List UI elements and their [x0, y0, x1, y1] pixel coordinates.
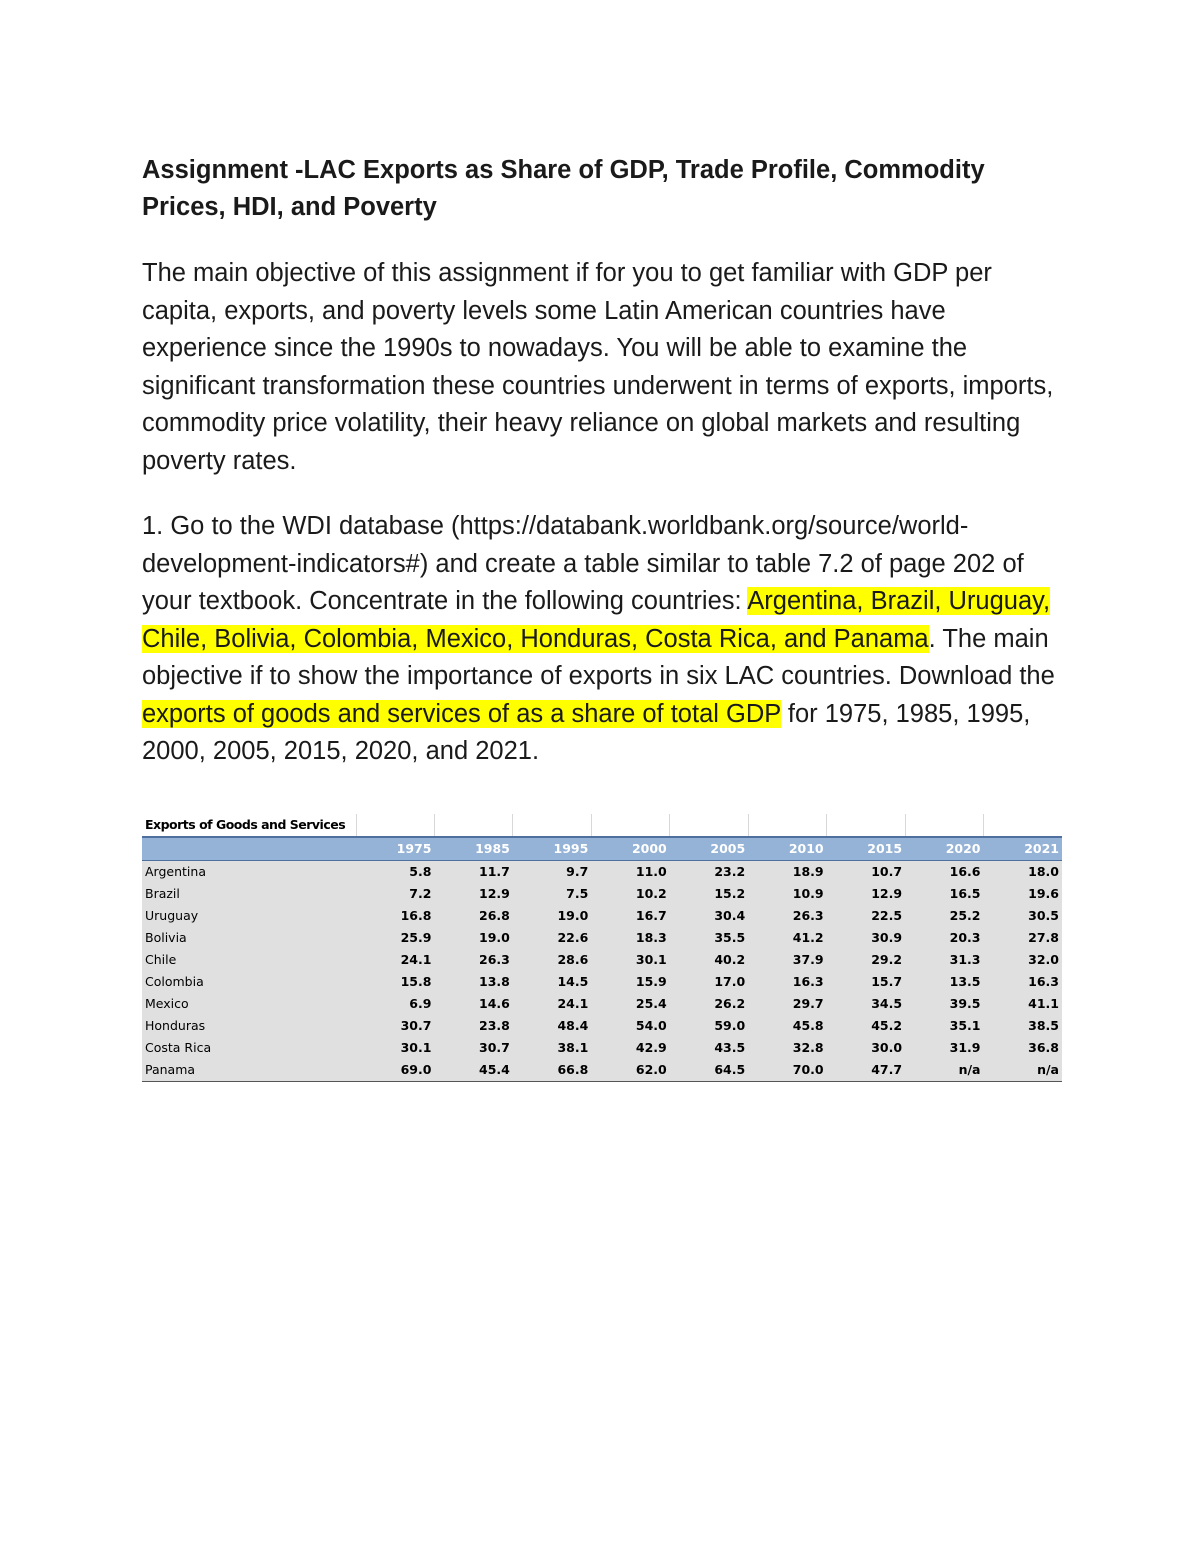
column-header: 2020: [905, 837, 983, 861]
table-row: [142, 993, 1062, 1015]
value-cell: 34.5: [827, 993, 905, 1015]
value-cell: 19.0: [513, 905, 591, 927]
value-cell: 29.2: [827, 949, 905, 971]
value-cell: 23.8: [434, 1015, 512, 1037]
value-cell: 11.7: [434, 861, 512, 884]
country-cell: Costa Rica: [142, 1037, 356, 1059]
value-cell: 14.5: [513, 971, 591, 993]
table-caption-row: [142, 814, 1062, 837]
value-cell: 28.6: [513, 949, 591, 971]
exports-table: [142, 814, 1062, 1082]
header-blank: [142, 837, 356, 861]
value-cell: 7.2: [356, 883, 434, 905]
value-cell: 5.8: [356, 861, 434, 884]
column-header: 2000: [591, 837, 669, 861]
value-cell: 43.5: [670, 1037, 748, 1059]
value-cell: 26.3: [748, 905, 826, 927]
value-cell: 30.4: [670, 905, 748, 927]
indicator-highlight: exports of goods and services of as a share of total GDP: [142, 699, 781, 728]
value-cell: 30.1: [591, 949, 669, 971]
value-cell: 66.8: [513, 1059, 591, 1082]
column-header: 2005: [670, 837, 748, 861]
value-cell: 17.0: [670, 971, 748, 993]
value-cell: 24.1: [356, 949, 434, 971]
value-cell: 18.9: [748, 861, 826, 884]
step-1-text-b: . The main objective if to show the importance of exports in six LAC countries. Download the: [142, 624, 1055, 690]
value-cell: 10.7: [827, 861, 905, 884]
step-1-text-c: for 1975, 1985, 1995, 2000, 2005, 2015, 2020, and 2021.: [142, 699, 1031, 765]
value-cell: 25.9: [356, 927, 434, 949]
value-cell: 45.2: [827, 1015, 905, 1037]
value-cell: 26.8: [434, 905, 512, 927]
country-cell: Colombia: [142, 971, 356, 993]
value-cell: 22.6: [513, 927, 591, 949]
value-cell: 16.3: [748, 971, 826, 993]
value-cell: 23.2: [670, 861, 748, 884]
value-cell: 15.8: [356, 971, 434, 993]
country-cell: Argentina: [142, 861, 356, 884]
table-row: [142, 1015, 1062, 1037]
value-cell: 31.9: [905, 1037, 983, 1059]
value-cell: 16.5: [905, 883, 983, 905]
value-cell: 25.2: [905, 905, 983, 927]
column-header: 2021: [984, 837, 1063, 861]
value-cell: 25.4: [591, 993, 669, 1015]
value-cell: 20.3: [905, 927, 983, 949]
value-cell: 42.9: [591, 1037, 669, 1059]
value-cell: 59.0: [670, 1015, 748, 1037]
value-cell: 26.3: [434, 949, 512, 971]
value-cell: 10.9: [748, 883, 826, 905]
table-row: [142, 883, 1062, 905]
column-header: 2015: [827, 837, 905, 861]
value-cell: n/a: [984, 1059, 1063, 1082]
value-cell: 38.5: [984, 1015, 1063, 1037]
value-cell: 35.1: [905, 1015, 983, 1037]
value-cell: 38.1: [513, 1037, 591, 1059]
country-cell: Uruguay: [142, 905, 356, 927]
value-cell: 35.5: [670, 927, 748, 949]
countries-highlight: Argentina, Brazil, Uruguay, Chile, Bolivia, Colombia, Mexico, Honduras, Costa Rica, and Panama: [142, 587, 1051, 653]
value-cell: 10.2: [591, 883, 669, 905]
assignment-title: Assignment -LAC Exports as Share of GDP, Trade Profile, Commodity Prices, HDI, and Poverty: [142, 156, 985, 221]
value-cell: 19.0: [434, 927, 512, 949]
column-header: 1985: [434, 837, 512, 861]
value-cell: 32.0: [984, 949, 1063, 971]
value-cell: 16.3: [984, 971, 1063, 993]
value-cell: 45.8: [748, 1015, 826, 1037]
value-cell: 26.2: [670, 993, 748, 1015]
value-cell: 48.4: [513, 1015, 591, 1037]
column-header: 1995: [513, 837, 591, 861]
exports-table-wrapper: [142, 814, 1062, 1082]
value-cell: 24.1: [513, 993, 591, 1015]
value-cell: 45.4: [434, 1059, 512, 1082]
table-row: [142, 1037, 1062, 1059]
value-cell: 30.1: [356, 1037, 434, 1059]
value-cell: 36.8: [984, 1037, 1063, 1059]
intro-paragraph: The main objective of this assignment if for you to get familiar with GDP per capita, exports, and poverty levels some Latin American countries have experience since the 1990s to nowadays. You will be able to examine the significant transformation these countries underwent in terms of exports, imports, commodity price volatility, their heavy reliance on global markets and resulting poverty rates.: [142, 259, 1054, 475]
value-cell: 12.9: [434, 883, 512, 905]
value-cell: 30.5: [984, 905, 1063, 927]
table-header-row: [142, 837, 1062, 861]
value-cell: 16.6: [905, 861, 983, 884]
value-cell: 64.5: [670, 1059, 748, 1082]
value-cell: 13.8: [434, 971, 512, 993]
table-row: [142, 927, 1062, 949]
value-cell: 15.9: [591, 971, 669, 993]
value-cell: 30.0: [827, 1037, 905, 1059]
value-cell: 69.0: [356, 1059, 434, 1082]
value-cell: 37.9: [748, 949, 826, 971]
table-caption: Exports of Goods and Services: [142, 814, 356, 837]
country-cell: Panama: [142, 1059, 356, 1082]
value-cell: 62.0: [591, 1059, 669, 1082]
value-cell: 32.8: [748, 1037, 826, 1059]
value-cell: n/a: [905, 1059, 983, 1082]
value-cell: 18.3: [591, 927, 669, 949]
column-header: 2010: [748, 837, 826, 861]
table-row: [142, 861, 1062, 884]
value-cell: 16.8: [356, 905, 434, 927]
table-body: [142, 861, 1062, 1082]
value-cell: 11.0: [591, 861, 669, 884]
value-cell: 39.5: [905, 993, 983, 1015]
value-cell: 13.5: [905, 971, 983, 993]
table-row: [142, 971, 1062, 993]
value-cell: 19.6: [984, 883, 1063, 905]
country-cell: Honduras: [142, 1015, 356, 1037]
value-cell: 6.9: [356, 993, 434, 1015]
value-cell: 70.0: [748, 1059, 826, 1082]
country-cell: Chile: [142, 949, 356, 971]
value-cell: 47.7: [827, 1059, 905, 1082]
country-cell: Bolivia: [142, 927, 356, 949]
value-cell: 30.7: [356, 1015, 434, 1037]
country-cell: Brazil: [142, 883, 356, 905]
value-cell: 7.5: [513, 883, 591, 905]
step-1-text-a: 1. Go to the WDI database (https://databank.worldbank.org/source/world-development-indicators#) and create a table similar to table 7.2 of page 202 of your textbook. Concentrate in the following countries:: [142, 512, 1024, 615]
value-cell: 9.7: [513, 861, 591, 884]
value-cell: 40.2: [670, 949, 748, 971]
value-cell: 15.2: [670, 883, 748, 905]
table-row: [142, 905, 1062, 927]
value-cell: 12.9: [827, 883, 905, 905]
value-cell: 30.9: [827, 927, 905, 949]
value-cell: 16.7: [591, 905, 669, 927]
column-header: 1975: [356, 837, 434, 861]
value-cell: 30.7: [434, 1037, 512, 1059]
value-cell: 54.0: [591, 1015, 669, 1037]
value-cell: 18.0: [984, 861, 1063, 884]
table-row: [142, 1059, 1062, 1082]
table-row: [142, 949, 1062, 971]
value-cell: 15.7: [827, 971, 905, 993]
value-cell: 29.7: [748, 993, 826, 1015]
value-cell: 22.5: [827, 905, 905, 927]
value-cell: 27.8: [984, 927, 1063, 949]
value-cell: 31.3: [905, 949, 983, 971]
value-cell: 41.2: [748, 927, 826, 949]
country-cell: Mexico: [142, 993, 356, 1015]
value-cell: 14.6: [434, 993, 512, 1015]
value-cell: 41.1: [984, 993, 1063, 1015]
step-1-paragraph: [142, 508, 1072, 771]
